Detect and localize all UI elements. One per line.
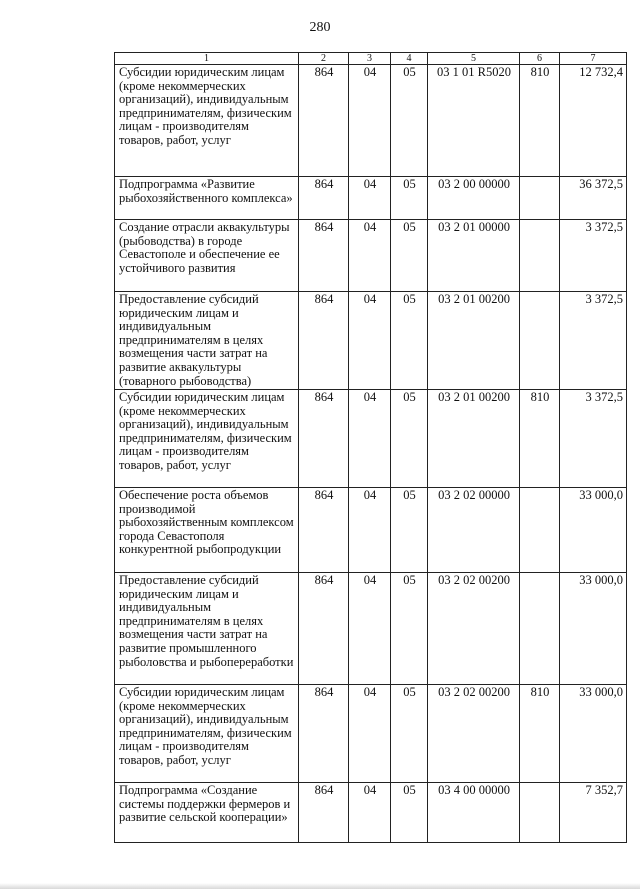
row-subsection: 05 xyxy=(391,488,428,573)
row-name: Субсидии юридическим лицам (кроме некоммерческих организаций), индивидуальным предпринимателям, физическим лицам - производителям товаров, работ, услуг xyxy=(115,65,299,177)
row-expense-type xyxy=(520,220,560,292)
row-section: 04 xyxy=(349,573,391,685)
row-section: 04 xyxy=(349,488,391,573)
table-row xyxy=(115,685,627,783)
row-amount: 33 000,0 xyxy=(560,685,627,783)
row-ministry-code: 864 xyxy=(299,177,349,220)
row-target-article: 03 2 01 00200 xyxy=(428,292,520,390)
row-amount: 7 352,7 xyxy=(560,783,627,843)
row-target-article: 03 2 01 00200 xyxy=(428,390,520,488)
col-header-1: 1 xyxy=(115,53,299,65)
row-section: 04 xyxy=(349,177,391,220)
row-expense-type xyxy=(520,573,560,685)
row-expense-type xyxy=(520,488,560,573)
row-name: Обеспечение роста объемов производимой рыбохозяйственным комплексом города Севастополя конкурентной рыбопродукции xyxy=(115,488,299,573)
table-row xyxy=(115,573,627,685)
row-target-article: 03 2 02 00000 xyxy=(428,488,520,573)
row-expense-type xyxy=(520,292,560,390)
row-target-article: 03 2 00 00000 xyxy=(428,177,520,220)
row-subsection: 05 xyxy=(391,573,428,685)
row-amount: 33 000,0 xyxy=(560,573,627,685)
page-number: 280 xyxy=(309,20,331,35)
header-row xyxy=(115,53,627,65)
row-subsection: 05 xyxy=(391,292,428,390)
row-section: 04 xyxy=(349,220,391,292)
row-subsection: 05 xyxy=(391,65,428,177)
table-row xyxy=(115,783,627,843)
row-section: 04 xyxy=(349,685,391,783)
row-target-article: 03 2 02 00200 xyxy=(428,685,520,783)
table-row xyxy=(115,292,627,390)
row-section: 04 xyxy=(349,292,391,390)
row-amount: 3 372,5 xyxy=(560,220,627,292)
row-name: Субсидии юридическим лицам (кроме некоммерческих организаций), индивидуальным предпринимателям, физическим лицам - производителям товаров, работ, услуг xyxy=(115,390,299,488)
row-expense-type: 810 xyxy=(520,685,560,783)
row-name: Предоставление субсидий юридическим лицам и индивидуальным предпринимателям в целях возмещения части затрат на развитие аквакультуры (товарного рыбоводства) xyxy=(115,292,299,390)
row-name: Создание отрасли аквакультуры (рыбоводства) в городе Севастополе и обеспечение ее устойчивого развития xyxy=(115,220,299,292)
row-subsection: 05 xyxy=(391,685,428,783)
scan-edge-shadow xyxy=(0,883,640,889)
row-ministry-code: 864 xyxy=(299,220,349,292)
row-ministry-code: 864 xyxy=(299,292,349,390)
row-subsection: 05 xyxy=(391,390,428,488)
table-row xyxy=(115,220,627,292)
row-expense-type xyxy=(520,177,560,220)
col-header-5: 5 xyxy=(428,53,520,65)
table-row xyxy=(115,177,627,220)
row-ministry-code: 864 xyxy=(299,573,349,685)
row-target-article: 03 1 01 R5020 xyxy=(428,65,520,177)
row-ministry-code: 864 xyxy=(299,390,349,488)
row-expense-type: 810 xyxy=(520,65,560,177)
row-name: Субсидии юридическим лицам (кроме некоммерческих организаций), индивидуальным предпринимателям, физическим лицам - производителям товаров, работ, услуг xyxy=(115,685,299,783)
row-ministry-code: 864 xyxy=(299,685,349,783)
row-name: Подпрограмма «Создание системы поддержки фермеров и развитие сельской кооперации» xyxy=(115,783,299,843)
row-target-article: 03 4 00 00000 xyxy=(428,783,520,843)
row-section: 04 xyxy=(349,783,391,843)
row-amount: 12 732,4 xyxy=(560,65,627,177)
row-amount: 33 000,0 xyxy=(560,488,627,573)
col-header-4: 4 xyxy=(391,53,428,65)
row-target-article: 03 2 02 00200 xyxy=(428,573,520,685)
row-subsection: 05 xyxy=(391,783,428,843)
col-header-6: 6 xyxy=(520,53,560,65)
row-subsection: 05 xyxy=(391,220,428,292)
row-ministry-code: 864 xyxy=(299,65,349,177)
row-ministry-code: 864 xyxy=(299,783,349,843)
row-name: Подпрограмма «Развитие рыбохозяйственного комплекса» xyxy=(115,177,299,220)
row-name: Предоставление субсидий юридическим лицам и индивидуальным предпринимателям в целях возмещения части затрат на развитие промышленного рыболовства и рыбопереработки xyxy=(115,573,299,685)
row-expense-type: 810 xyxy=(520,390,560,488)
table-row xyxy=(115,65,627,177)
row-amount: 3 372,5 xyxy=(560,390,627,488)
row-ministry-code: 864 xyxy=(299,488,349,573)
row-section: 04 xyxy=(349,390,391,488)
col-header-2: 2 xyxy=(299,53,349,65)
table-row xyxy=(115,390,627,488)
row-amount: 36 372,5 xyxy=(560,177,627,220)
table-row xyxy=(115,488,627,573)
row-section: 04 xyxy=(349,65,391,177)
col-header-7: 7 xyxy=(560,53,627,65)
budget-table xyxy=(114,52,627,843)
row-amount: 3 372,5 xyxy=(560,292,627,390)
row-subsection: 05 xyxy=(391,177,428,220)
row-expense-type xyxy=(520,783,560,843)
row-target-article: 03 2 01 00000 xyxy=(428,220,520,292)
col-header-3: 3 xyxy=(349,53,391,65)
